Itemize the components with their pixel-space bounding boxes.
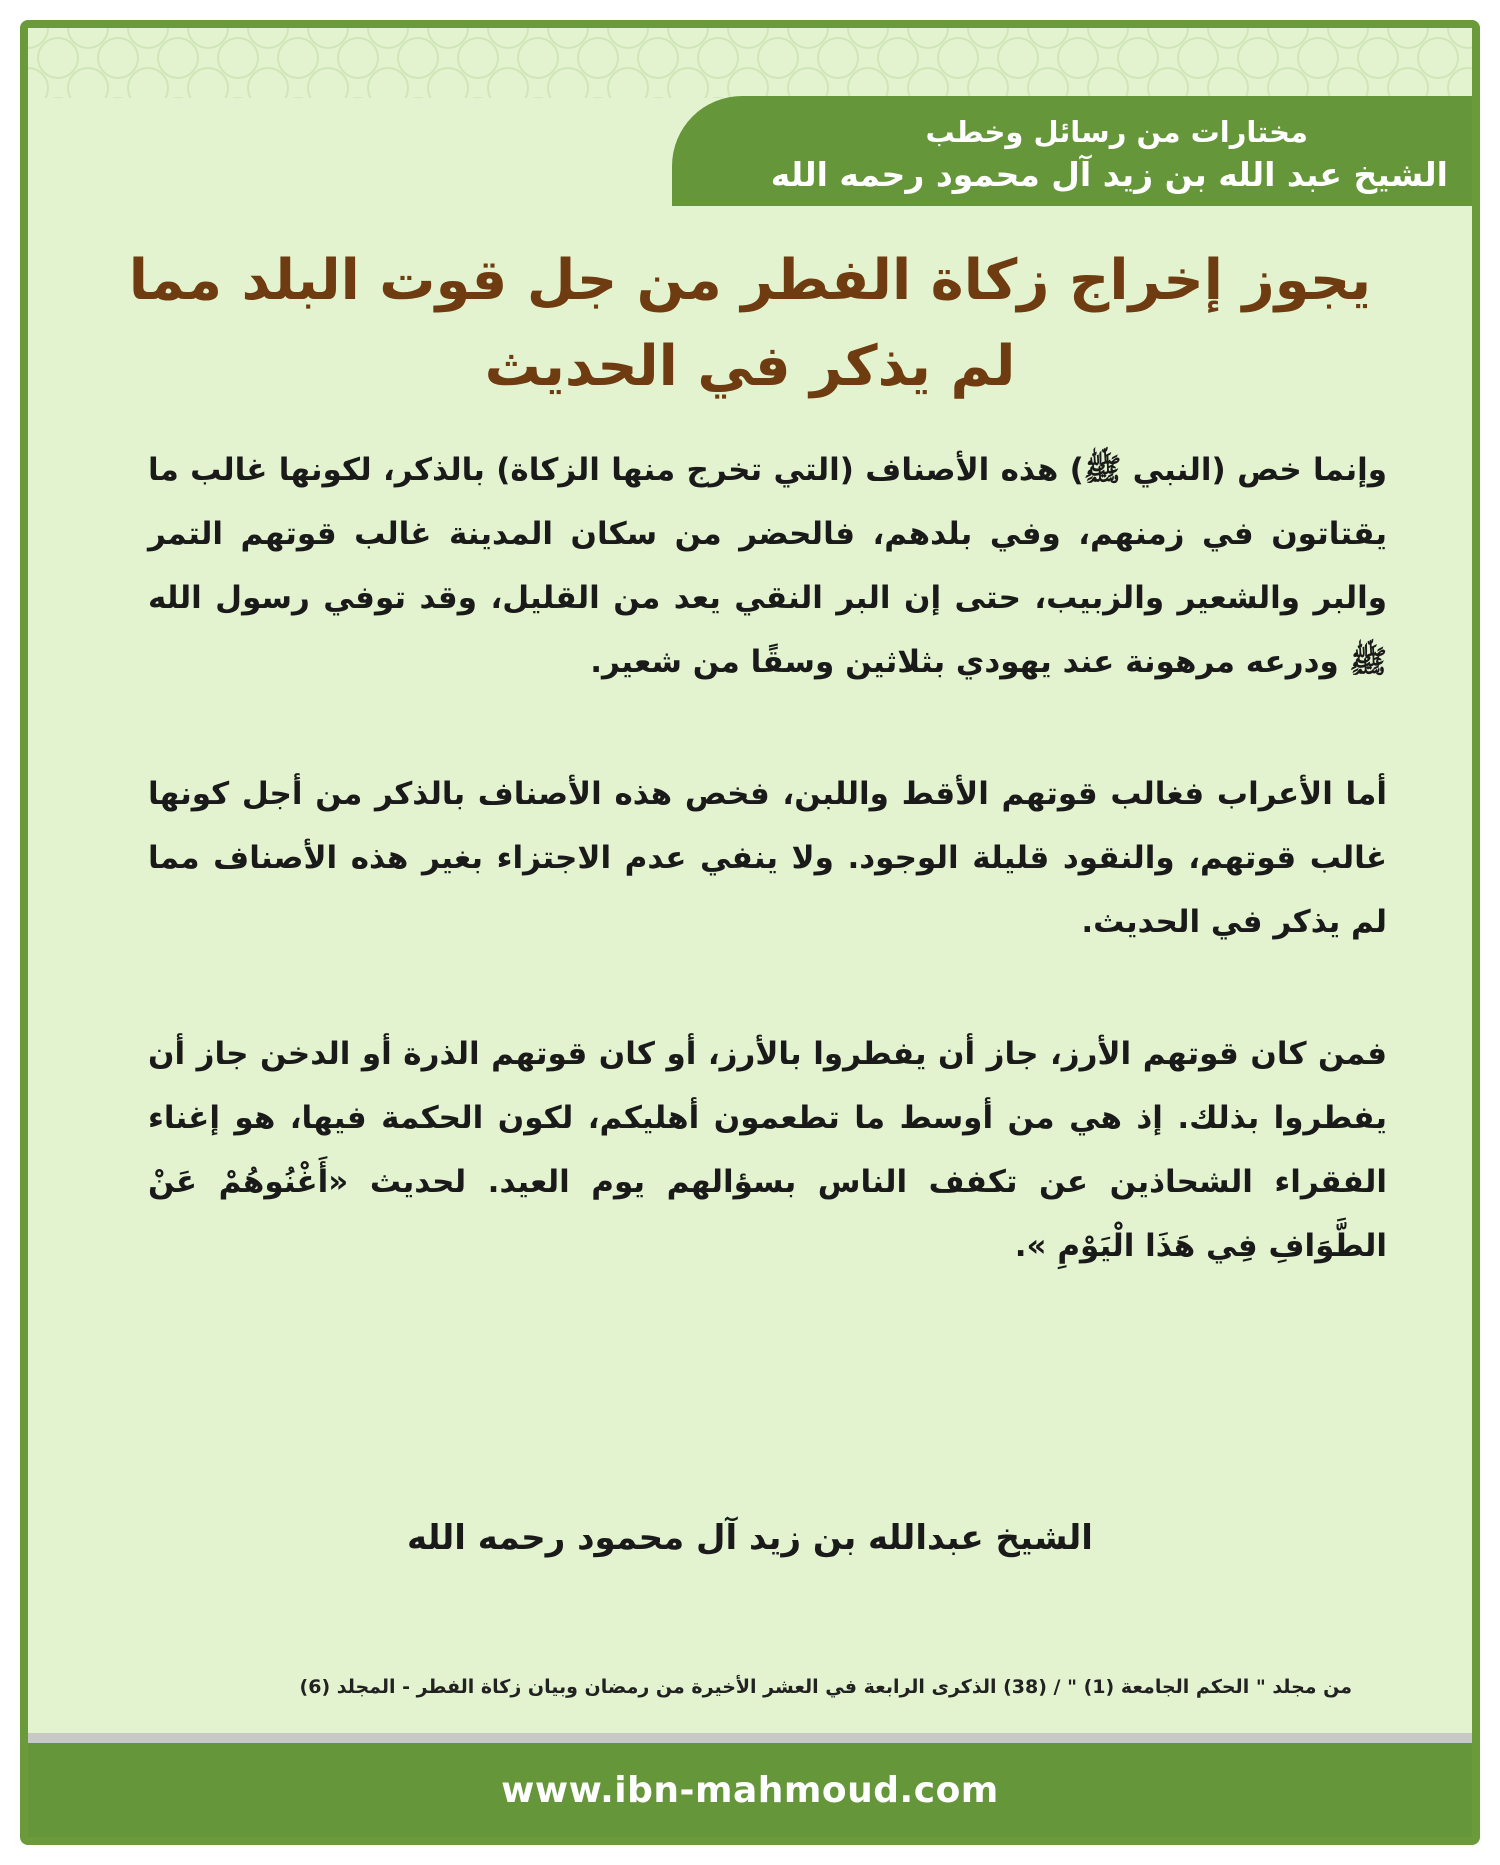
decorative-pattern: [28, 28, 1472, 98]
header-subtitle: مختارات من رسائل وخطب: [925, 115, 1308, 149]
website-link[interactable]: www.ibn-mahmoud.com: [501, 1769, 999, 1811]
article-body: [148, 438, 1387, 1346]
footer-divider: [28, 1733, 1472, 1743]
footer-band: [28, 1743, 1472, 1837]
header-band: [672, 96, 1472, 206]
title-line-1: يجوز إخراج زكاة الفطر من جل قوت البلد مما: [128, 248, 1372, 313]
paragraph: أما الأعراب فغالب قوتهم الأقط واللبن، فخص هذه الأصناف بالذكر من أجل كونها غالب قوتهم، والنقود قليلة الوجود. ولا ينفي عدم الاجتزاء بغير هذه الأصناف مما لم يذكر في الحديث.: [148, 776, 1387, 940]
source-citation: من مجلد " الحكم الجامعة (1) " / (38) الذكرى الرابعة في العشر الأخيرة من رمضان وبيان زكاة الفطر - المجلد (6): [299, 1676, 1352, 1698]
article-title: [88, 238, 1412, 410]
title-line-2: لم يذكر في الحديث: [484, 334, 1016, 399]
header-author: الشيخ عبد الله بن زيد آل محمود رحمه الله: [770, 155, 1448, 194]
page-frame: [20, 20, 1480, 1845]
paragraph: وإنما خص (النبي ﷺ) هذه الأصناف (التي تخرج منها الزكاة) بالذكر، لكونها غالب ما يقتاتون في زمنهم، وفي بلدهم، فالحضر من سكان المدينة غالب قوتهم التمر والبر والشعير والزبيب، حتى إن البر النقي يعد من القليل، وقد توفي رسول الله ﷺ ودرعه مرهونة عند يهودي بثلاثين وسقًا من شعير.: [148, 452, 1387, 680]
paragraph: فمن كان قوتهم الأرز، جاز أن يفطروا بالأرز، أو كان قوتهم الذرة أو الدخن جاز أن يفطروا بذلك. إذ هي من أوسط ما تطعمون أهليكم، لكون الحكمة فيها، هو إغناء الفقراء الشحاذين عن تكفف الناس بسؤالهم يوم العيد. لحديث «أَغْنُوهُمْ عَنْ الطَّوَافِ فِي هَذَا الْيَوْمِ ».: [148, 1036, 1387, 1264]
signature: الشيخ عبدالله بن زيد آل محمود رحمه الله: [407, 1518, 1093, 1558]
